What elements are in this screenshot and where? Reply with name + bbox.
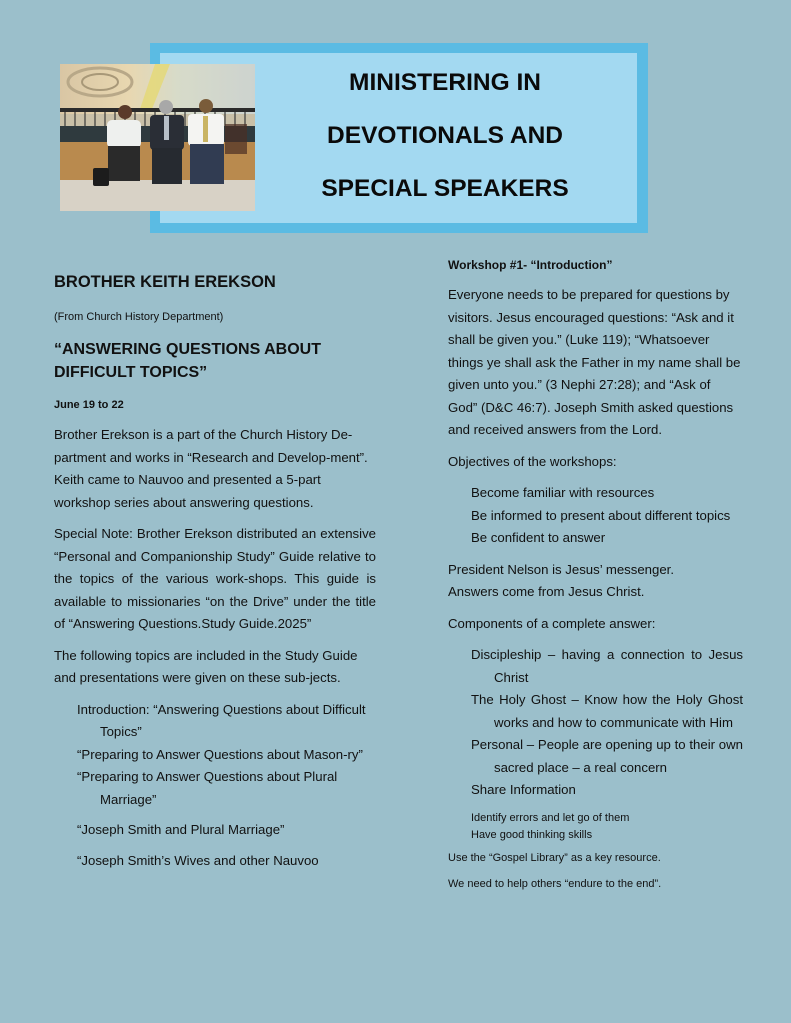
objective-item: Be confident to answer <box>471 530 606 545</box>
nelson-line: President Nelson is Jesus’ messenger. <box>448 561 675 577</box>
components-label: Components of a complete answer: <box>448 615 656 631</box>
workshop-title: Workshop #1- “Introduction” <box>448 258 613 272</box>
title-line: MINISTERING IN <box>349 69 541 96</box>
event-dates: June 19 to 22 <box>54 399 124 411</box>
extra-points-list <box>448 810 743 844</box>
topic-item: “Preparing to Answer Questions about Mason-ry” <box>77 746 363 762</box>
nelson-paragraph <box>448 559 743 604</box>
topic-item: “Joseph Smith’s Wives and other Nauvoo <box>77 852 319 868</box>
objective-item: Become familiar with resources <box>471 485 655 500</box>
speakers-photo-illustration <box>60 64 255 211</box>
answers-line: Answers come from Jesus Christ. <box>448 584 645 599</box>
topic-title: “ANSWERING QUESTIONS ABOUT DIFFICULT TOPICS” <box>54 341 321 381</box>
topics-list <box>54 699 376 873</box>
component-item: Share Information <box>471 782 576 797</box>
topic-item: “Preparing to Answer Questions about Plural Marriage” <box>77 769 338 807</box>
right-column <box>448 255 743 902</box>
topic-item: “Joseph Smith and Plural Marriage” <box>77 822 285 837</box>
extra-point-item: Identify errors and let go of them <box>471 811 630 824</box>
page-title <box>250 56 640 215</box>
topic-item: Introduction: “Answering Questions about Difficult Topics” <box>77 701 366 739</box>
objectives-list <box>448 482 743 550</box>
special-note-paragraph: Special Note: Brother Erekson distributed an extensive “Personal and Companionship Study” Guide relative to the topics of the various work-shops. This guide is available to missionaries “on the Drive” under the title of “Answering Questions.Study Guide.2025” <box>54 526 376 631</box>
gospel-library-note: Use the “Gospel Library” as a key resource. <box>448 851 661 864</box>
speaker-name: BROTHER KEITH EREKSON <box>54 273 276 291</box>
component-item: The Holy Ghost – Know how the Holy Ghost works and how to communicate with Him <box>471 692 743 730</box>
endure-note: We need to help others “endure to the end”. <box>448 877 662 890</box>
objective-item: Be informed to present about different topics <box>471 507 731 523</box>
objectives-label: Objectives of the workshops: <box>448 453 617 469</box>
intro-paragraph: Brother Erekson is a part of the Church History De-partment and works in “Research and Develop-ment”. Keith came to Nauvoo and presented a 5-part workshop series about answering questions. <box>54 427 368 510</box>
components-list <box>448 644 743 802</box>
component-item: Discipleship – having a connection to Jesus Christ <box>471 647 743 685</box>
left-column <box>54 270 376 872</box>
workshop-paragraph: Everyone needs to be prepared for questions by visitors. Jesus encouraged questions: “Ask and it shall be given you.” (Luke 119); “Whatsoever things ye shall ask the Father in my name shall be given unto you.” (3 Nephi 27:28); and “Ask of God” (D&C 46:7). Joseph Smith asked questions and received answers from the Lord. <box>448 287 741 437</box>
title-line: DEVOTIONALS AND <box>327 122 563 149</box>
speaker-department: (From Church History Department) <box>54 311 224 323</box>
title-line: SPECIAL SPEAKERS <box>321 175 569 202</box>
topics-intro-paragraph: The following topics are included in the Study Guide and presentations were given on these sub-jects. <box>54 647 358 685</box>
component-item: Personal – People are opening up to their own sacred place – a real concern <box>471 737 743 775</box>
speakers-photo <box>60 64 255 211</box>
extra-point-item: Have good thinking skills <box>471 828 593 841</box>
